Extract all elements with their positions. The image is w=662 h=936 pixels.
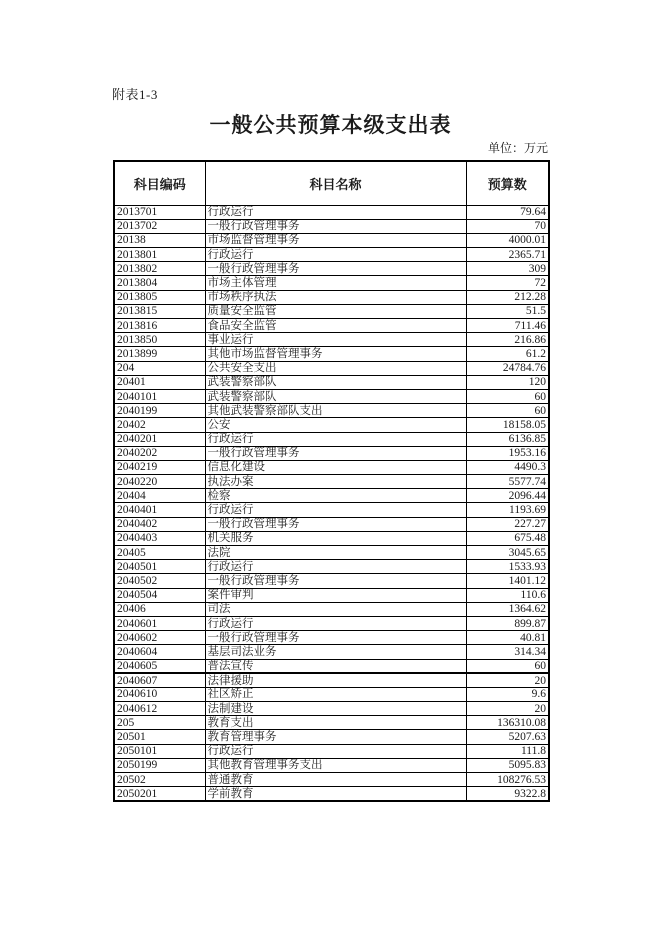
subject-name-cell: 法院 [205, 546, 466, 560]
subject-code-cell: 2040612 [114, 702, 205, 716]
table-body [114, 205, 549, 801]
table-row [114, 645, 549, 659]
budget-amount-cell: 18158.05 [466, 418, 549, 432]
subject-code-cell: 2040504 [114, 588, 205, 602]
subject-code-cell: 2040601 [114, 616, 205, 630]
subject-name-cell: 行政运行 [205, 248, 466, 262]
budget-amount-cell: 60 [466, 659, 549, 673]
subject-name-cell: 其他市场监督管理事务 [205, 347, 466, 361]
budget-amount-cell: 212.28 [466, 290, 549, 304]
subject-name-cell: 法律援助 [205, 673, 466, 687]
table-row [114, 773, 549, 787]
subject-name-cell: 事业运行 [205, 333, 466, 347]
subject-code-cell: 2040604 [114, 645, 205, 659]
budget-amount-cell: 216.86 [466, 333, 549, 347]
subject-name-cell: 教育管理事务 [205, 730, 466, 744]
subject-code-cell: 20404 [114, 489, 205, 503]
table-row [114, 389, 549, 403]
table-row [114, 276, 549, 290]
subject-code-cell: 20138 [114, 233, 205, 247]
table-row [114, 347, 549, 361]
budget-amount-cell: 51.5 [466, 304, 549, 318]
subject-name-cell: 食品安全监管 [205, 319, 466, 333]
budget-amount-cell: 72 [466, 276, 549, 290]
subject-name-cell: 案件审判 [205, 588, 466, 602]
budget-amount-cell: 309 [466, 262, 549, 276]
subject-name-cell: 行政运行 [205, 432, 466, 446]
budget-amount-cell: 70 [466, 219, 549, 233]
budget-amount-cell: 111.8 [466, 744, 549, 758]
attachment-label: 附表1-3 [112, 87, 158, 102]
table-row [114, 716, 549, 730]
subject-name-cell: 其他教育管理事务支出 [205, 758, 466, 772]
table-row [114, 687, 549, 701]
budget-amount-cell: 61.2 [466, 347, 549, 361]
budget-amount-cell: 20 [466, 702, 549, 716]
budget-amount-cell: 1364.62 [466, 602, 549, 616]
budget-amount-cell: 1953.16 [466, 446, 549, 460]
subject-code-cell: 20406 [114, 602, 205, 616]
subject-code-cell: 2040401 [114, 503, 205, 517]
budget-amount-cell: 5577.74 [466, 475, 549, 489]
table-row [114, 744, 549, 758]
budget-amount-cell: 1533.93 [466, 560, 549, 574]
table-row [114, 262, 549, 276]
subject-code-cell: 205 [114, 716, 205, 730]
subject-name-cell: 行政运行 [205, 744, 466, 758]
subject-code-cell: 2013804 [114, 276, 205, 290]
subject-name-cell: 一般行政管理事务 [205, 446, 466, 460]
budget-amount-cell: 136310.08 [466, 716, 549, 730]
subject-name-cell: 基层司法业务 [205, 645, 466, 659]
subject-code-cell: 2013850 [114, 333, 205, 347]
subject-name-cell: 法制建设 [205, 702, 466, 716]
budget-amount-cell: 899.87 [466, 616, 549, 630]
subject-code-cell: 2013899 [114, 347, 205, 361]
subject-name-cell: 其他武装警察部队支出 [205, 404, 466, 418]
subject-name-cell: 教育支出 [205, 716, 466, 730]
subject-code-cell: 204 [114, 361, 205, 375]
table-row [114, 560, 549, 574]
table-row [114, 290, 549, 304]
budget-amount-cell: 40.81 [466, 631, 549, 645]
subject-name-cell: 公共安全支出 [205, 361, 466, 375]
subject-name-cell: 一般行政管理事务 [205, 262, 466, 276]
table-row [114, 602, 549, 616]
budget-amount-cell: 227.27 [466, 517, 549, 531]
table-row [114, 375, 549, 389]
budget-amount-cell: 2096.44 [466, 489, 549, 503]
subject-code-cell: 20501 [114, 730, 205, 744]
budget-amount-cell: 675.48 [466, 531, 549, 545]
table-header-row [114, 161, 549, 205]
budget-amount-cell: 108276.53 [466, 773, 549, 787]
budget-amount-cell: 314.34 [466, 645, 549, 659]
table-row [114, 631, 549, 645]
budget-amount-cell: 4490.3 [466, 460, 549, 474]
subject-name-cell: 检察 [205, 489, 466, 503]
budget-amount-cell: 5207.63 [466, 730, 549, 744]
budget-amount-cell: 711.46 [466, 319, 549, 333]
table-row [114, 588, 549, 602]
subject-code-cell: 2040202 [114, 446, 205, 460]
table-row [114, 503, 549, 517]
table-row [114, 319, 549, 333]
table-row [114, 659, 549, 673]
subject-code-cell: 20402 [114, 418, 205, 432]
budget-amount-cell: 6136.85 [466, 432, 549, 446]
table-row [114, 219, 549, 233]
subject-name-cell: 质量安全监管 [205, 304, 466, 318]
subject-code-cell: 2040502 [114, 574, 205, 588]
subject-name-cell: 一般行政管理事务 [205, 574, 466, 588]
subject-name-cell: 武装警察部队 [205, 389, 466, 403]
table-row [114, 475, 549, 489]
table-row [114, 418, 549, 432]
budget-amount-cell: 60 [466, 404, 549, 418]
table-row [114, 233, 549, 247]
table-row [114, 702, 549, 716]
subject-name-cell: 执法办案 [205, 475, 466, 489]
budget-amount-cell: 20 [466, 673, 549, 687]
budget-amount-cell: 60 [466, 389, 549, 403]
table-row [114, 446, 549, 460]
subject-code-cell: 2013815 [114, 304, 205, 318]
subject-code-cell: 2050101 [114, 744, 205, 758]
table-row [114, 333, 549, 347]
subject-name-cell: 市场秩序执法 [205, 290, 466, 304]
table-row [114, 616, 549, 630]
subject-name-cell: 机关服务 [205, 531, 466, 545]
subject-code-cell: 2050201 [114, 787, 205, 801]
table-row [114, 673, 549, 687]
table-row [114, 404, 549, 418]
subject-code-cell: 2040101 [114, 389, 205, 403]
subject-code-cell: 2040610 [114, 687, 205, 701]
subject-code-cell: 20502 [114, 773, 205, 787]
subject-code-cell: 2040201 [114, 432, 205, 446]
subject-code-cell: 2013801 [114, 248, 205, 262]
subject-name-cell: 武装警察部队 [205, 375, 466, 389]
subject-code-cell: 2040605 [114, 659, 205, 673]
subject-name-cell: 普通教育 [205, 773, 466, 787]
subject-name-cell: 司法 [205, 602, 466, 616]
budget-amount-cell: 110.6 [466, 588, 549, 602]
table-row [114, 361, 549, 375]
table-row [114, 489, 549, 503]
subject-name-cell: 行政运行 [205, 503, 466, 517]
subject-code-cell: 2040199 [114, 404, 205, 418]
subject-code-cell: 2040219 [114, 460, 205, 474]
subject-name-cell: 普法宣传 [205, 659, 466, 673]
budget-amount-cell: 1193.69 [466, 503, 549, 517]
budget-amount-cell: 120 [466, 375, 549, 389]
subject-code-cell: 2040501 [114, 560, 205, 574]
unit-label: 单位：万元 [487, 141, 548, 155]
subject-name-cell: 行政运行 [205, 560, 466, 574]
subject-code-cell: 2013702 [114, 219, 205, 233]
subject-name-cell: 社区矫正 [205, 687, 466, 701]
budget-amount-cell: 2365.71 [466, 248, 549, 262]
column-header-budget-amount: 预算数 [466, 161, 549, 205]
page-title: 一般公共预算本级支出表 [209, 113, 452, 137]
subject-code-cell: 2040403 [114, 531, 205, 545]
subject-name-cell: 信息化建设 [205, 460, 466, 474]
budget-amount-cell: 79.64 [466, 205, 549, 219]
subject-code-cell: 2040220 [114, 475, 205, 489]
subject-name-cell: 一般行政管理事务 [205, 219, 466, 233]
table-row [114, 205, 549, 219]
budget-amount-cell: 9.6 [466, 687, 549, 701]
table-row [114, 730, 549, 744]
subject-name-cell: 公安 [205, 418, 466, 432]
table-row [114, 432, 549, 446]
subject-name-cell: 行政运行 [205, 205, 466, 219]
table-row [114, 248, 549, 262]
subject-name-cell: 市场监督管理事务 [205, 233, 466, 247]
subject-code-cell: 2013805 [114, 290, 205, 304]
table-row [114, 517, 549, 531]
subject-code-cell: 2040602 [114, 631, 205, 645]
subject-name-cell: 行政运行 [205, 616, 466, 630]
table-header [114, 161, 549, 205]
table-row [114, 787, 549, 801]
subject-code-cell: 2040402 [114, 517, 205, 531]
subject-code-cell: 2013802 [114, 262, 205, 276]
subject-code-cell: 2040607 [114, 673, 205, 687]
budget-amount-cell: 24784.76 [466, 361, 549, 375]
subject-code-cell: 20401 [114, 375, 205, 389]
subject-code-cell: 2013701 [114, 205, 205, 219]
budget-amount-cell: 4000.01 [466, 233, 549, 247]
budget-amount-cell: 5095.83 [466, 758, 549, 772]
subject-name-cell: 一般行政管理事务 [205, 517, 466, 531]
budget-amount-cell: 1401.12 [466, 574, 549, 588]
subject-name-cell: 学前教育 [205, 787, 466, 801]
budget-table [113, 160, 550, 802]
subject-code-cell: 2050199 [114, 758, 205, 772]
table-row [114, 460, 549, 474]
subject-code-cell: 2013816 [114, 319, 205, 333]
subject-name-cell: 市场主体管理 [205, 276, 466, 290]
column-header-subject-name: 科目名称 [205, 161, 466, 205]
subject-name-cell: 一般行政管理事务 [205, 631, 466, 645]
budget-amount-cell: 9322.8 [466, 787, 549, 801]
budget-amount-cell: 3045.65 [466, 546, 549, 560]
table-row [114, 758, 549, 772]
table-row [114, 304, 549, 318]
subject-code-cell: 20405 [114, 546, 205, 560]
table-row [114, 531, 549, 545]
column-header-subject-code: 科目编码 [114, 161, 205, 205]
table-row [114, 546, 549, 560]
table-row [114, 574, 549, 588]
